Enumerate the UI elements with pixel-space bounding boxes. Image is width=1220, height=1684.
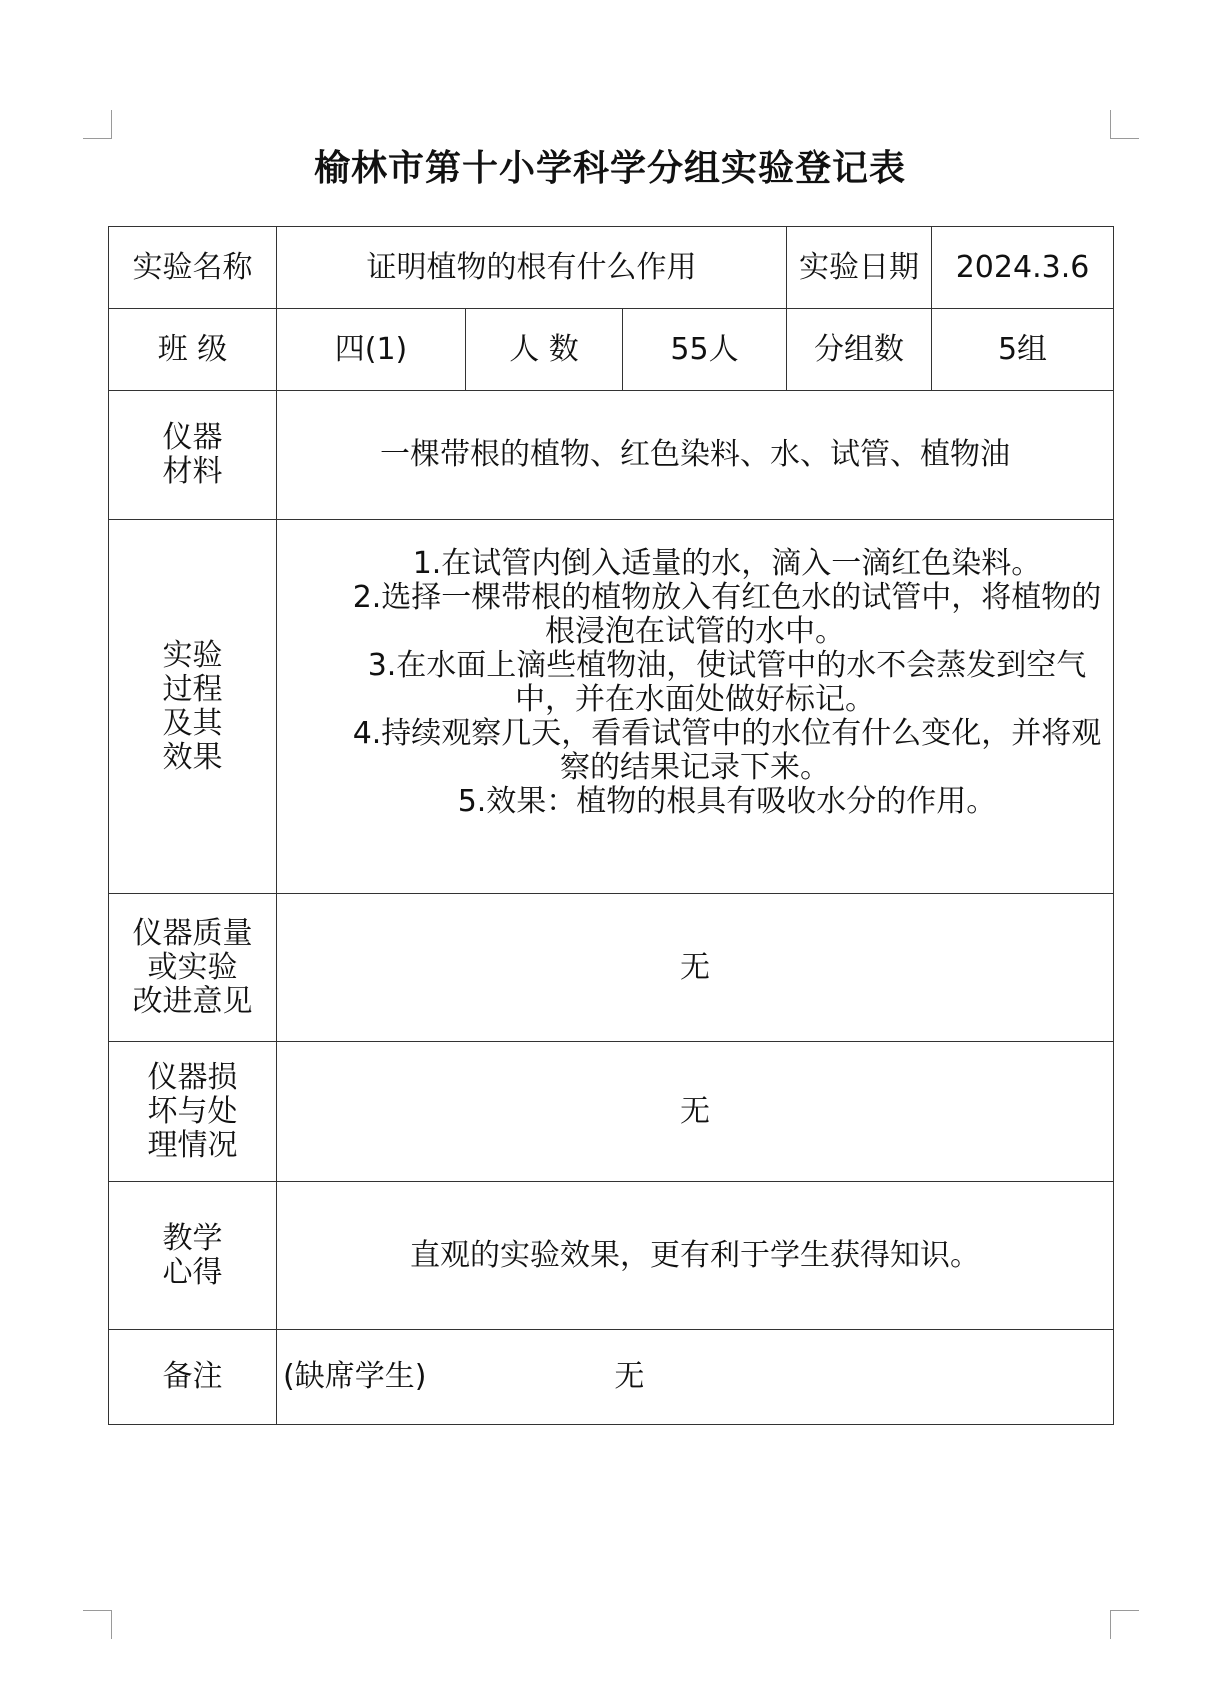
process-step: 3.在水面上滴些植物油，使试管中的水不会蒸发到空气中，并在水面处做好标记。 [367,647,1087,717]
experiment-name-label: 实验名称 [109,227,277,309]
damage-value: 无 [277,1042,1114,1182]
row-quality [109,894,1114,1042]
crop-mark-bottom-left [83,1610,112,1639]
quality-label [109,894,277,1042]
page-title: 榆林市第十小学科学分组实验登记表 [313,148,906,189]
row-reflection [109,1182,1114,1330]
quality-label-line: 仪器质量 [132,915,253,951]
student-count-label: 人 数 [466,309,623,391]
row-damage [109,1042,1114,1182]
student-count-value: 55人 [623,309,787,391]
process-step: 1.在试管内倒入适量的水，滴入一滴红色染料。 [412,545,1042,581]
experiment-registration-table [108,226,1114,1425]
process-step: 4.持续观察几天，看看试管中的水位有什么变化，并将观察的结果记录下来。 [352,715,1102,785]
class-value: 四(1) [277,309,466,391]
experiment-date-label: 实验日期 [787,227,932,309]
quality-label-line: 或实验 [147,949,238,985]
reflection-label-line: 心得 [162,1254,223,1290]
process-label-line: 过程 [162,671,223,707]
damage-label-line: 仪器损 [147,1059,238,1095]
absent-students-label: (缺席学生) [283,1359,427,1394]
row-remarks [109,1330,1114,1425]
experiment-name-value: 证明植物的根有什么作用 [277,227,787,309]
remarks-label: 备注 [109,1330,277,1425]
materials-label-line: 材料 [162,454,223,489]
process-step: 2.选择一棵带根的植物放入有红色水的试管中，将植物的根浸泡在试管的水中。 [352,579,1102,649]
reflection-label-line: 教学 [162,1220,223,1256]
crop-mark-top-right [1110,110,1139,139]
reflection-label [109,1182,277,1330]
damage-label [109,1042,277,1182]
absent-students-value: 无 [614,1359,645,1394]
row-process [109,520,1114,894]
process-label-line: 效果 [162,739,223,775]
quality-value: 无 [277,894,1114,1042]
crop-mark-top-left [83,110,112,139]
process-steps [277,520,1114,894]
process-label-line: 实验 [162,637,223,673]
materials-label-line: 仪器 [162,420,223,455]
process-step: 5.效果：植物的根具有吸收水分的作用。 [457,783,997,819]
damage-label-line: 坏与处 [147,1093,238,1129]
row-experiment-name [109,227,1114,309]
materials-value: 一棵带根的植物、红色染料、水、试管、植物油 [277,391,1114,520]
process-label [109,520,277,894]
row-class-info [109,309,1114,391]
remarks-value [277,1330,1114,1425]
group-count-value: 5组 [932,309,1114,391]
crop-mark-bottom-right [1110,1610,1139,1639]
quality-label-line: 改进意见 [132,983,253,1019]
group-count-label: 分组数 [787,309,932,391]
row-materials [109,391,1114,520]
reflection-value: 直观的实验效果，更有利于学生获得知识。 [277,1182,1114,1330]
class-label: 班 级 [109,309,277,391]
damage-label-line: 理情况 [147,1127,238,1163]
materials-label [109,391,277,520]
experiment-date-value: 2024.3.6 [932,227,1114,309]
process-label-line: 及其 [162,705,223,741]
